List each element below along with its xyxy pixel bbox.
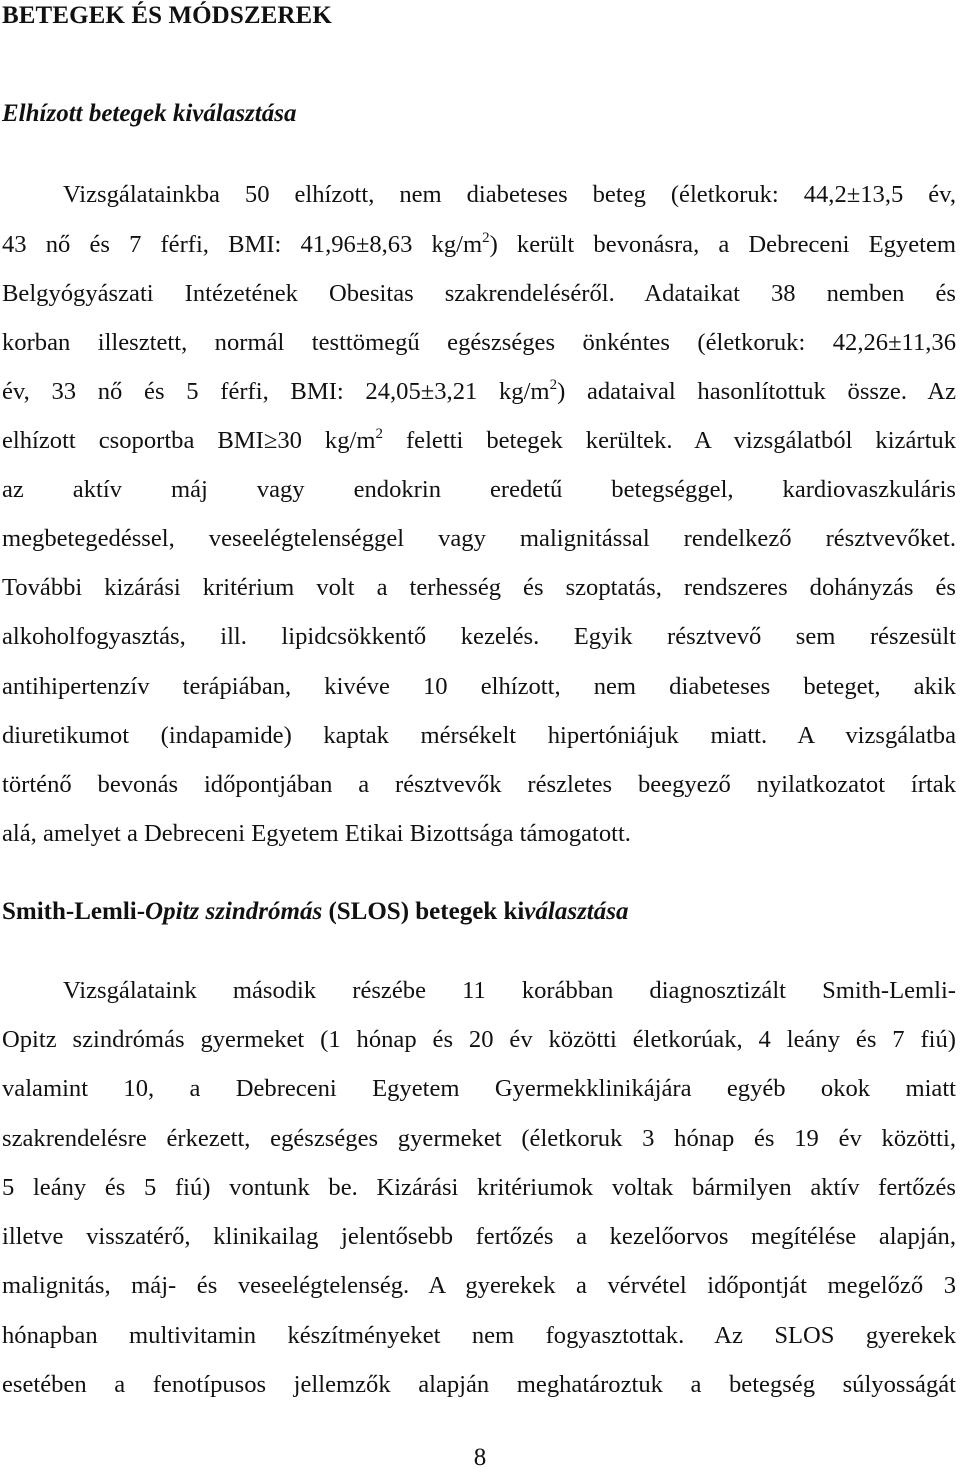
page-number: 8 bbox=[473, 1444, 487, 1471]
subsection-title-obese: Elhízott betegek kiválasztása bbox=[2, 100, 297, 127]
text-line: elhízott csoportba BMI≥30 $kg/m^2$ feletti betegek kerültek. A vizsgálatból kizártuk bbox=[2, 426, 956, 454]
text-line: alkoholfogyasztás, ill. lipidcsökkentő kezelés. Egyik résztvevő sem részesült bbox=[2, 623, 956, 650]
text-line: Vizsgálatainkba 50 elhízott, nem diabeteses beteg (életkoruk: 44,2±13,5 év, bbox=[63, 181, 956, 208]
text-line: történő bevonás időpontjában a résztvevők részletes beegyező nyilatkozatot írtak bbox=[2, 771, 956, 798]
text-line: malignitás, máj- és veseelégtelenség. A gyerekek a vérvétel időpontját megelőző 3 bbox=[2, 1272, 956, 1299]
section-title: BETEGEK ÉS MÓDSZEREK bbox=[2, 2, 332, 29]
text-line: hónapban multivitamin készítményeket nem fogyasztottak. Az SLOS gyerekek bbox=[2, 1322, 956, 1349]
text-line: Opitz szindrómás gyermeket (1 hónap és 20 év közötti életkorúak, 4 leány és 7 fiú) bbox=[2, 1026, 956, 1053]
subsection-title-slos: Smith-Lemli-Opitz szindrómás (SLOS) betegek kiválasztása bbox=[2, 898, 629, 925]
text-line: év, 33 nő és 5 férfi, BMI: 24,05±3,21 $kg/m^2$) adataival hasonlítottuk össze. Az bbox=[2, 377, 956, 405]
text-line: diuretikumot (indapamide) kaptak mérsékelt hipertóniájuk miatt. A vizsgálatba bbox=[2, 722, 956, 749]
text-line: További kizárási kritérium volt a terhesség és szoptatás, rendszeres dohányzás és bbox=[2, 574, 956, 601]
text-line: az aktív máj vagy endokrin eredetű betegséggel, kardiovaszkuláris bbox=[2, 476, 956, 503]
text-line: 5 leány és 5 fiú) vontunk be. Kizárási kritériumok voltak bármilyen aktív fertőzés bbox=[2, 1174, 956, 1201]
text-line: korban illesztett, normál testtömegű egészséges önkéntes (életkoruk: 42,26±11,36 bbox=[2, 329, 956, 356]
text-line: alá, amelyet a Debreceni Egyetem Etikai Bizottsága támogatott. bbox=[2, 820, 631, 847]
text-line: 43 nő és 7 férfi, BMI: 41,96±8,63 $kg/m^2$) került bevonásra, a Debreceni Egyetem bbox=[2, 230, 956, 258]
text-line: szakrendelésre érkezett, egészséges gyermeket (életkoruk 3 hónap és 19 év közötti, bbox=[2, 1125, 956, 1152]
text-line: megbetegedéssel, veseelégtelenséggel vagy malignitással rendelkező résztvevőket. bbox=[2, 525, 956, 552]
text-line: esetében a fenotípusos jellemzők alapján meghatároztuk a betegség súlyosságát bbox=[2, 1371, 956, 1398]
text-line: antihipertenzív terápiában, kivéve 10 elhízott, nem diabeteses beteget, akik bbox=[2, 673, 956, 700]
text-line: illetve visszatérő, klinikailag jelentősebb fertőzés a kezelőorvos megítélése alapján, bbox=[2, 1223, 956, 1250]
text-line: valamint 10, a Debreceni Egyetem Gyermekklinikájára egyéb okok miatt bbox=[2, 1075, 956, 1102]
text-line: Belgyógyászati Intézetének Obesitas szakrendeléséről. Adataikat 38 nemben és bbox=[2, 280, 956, 307]
text-line: Vizsgálataink második részébe 11 korábban diagnosztizált Smith-Lemli- bbox=[63, 977, 956, 1004]
